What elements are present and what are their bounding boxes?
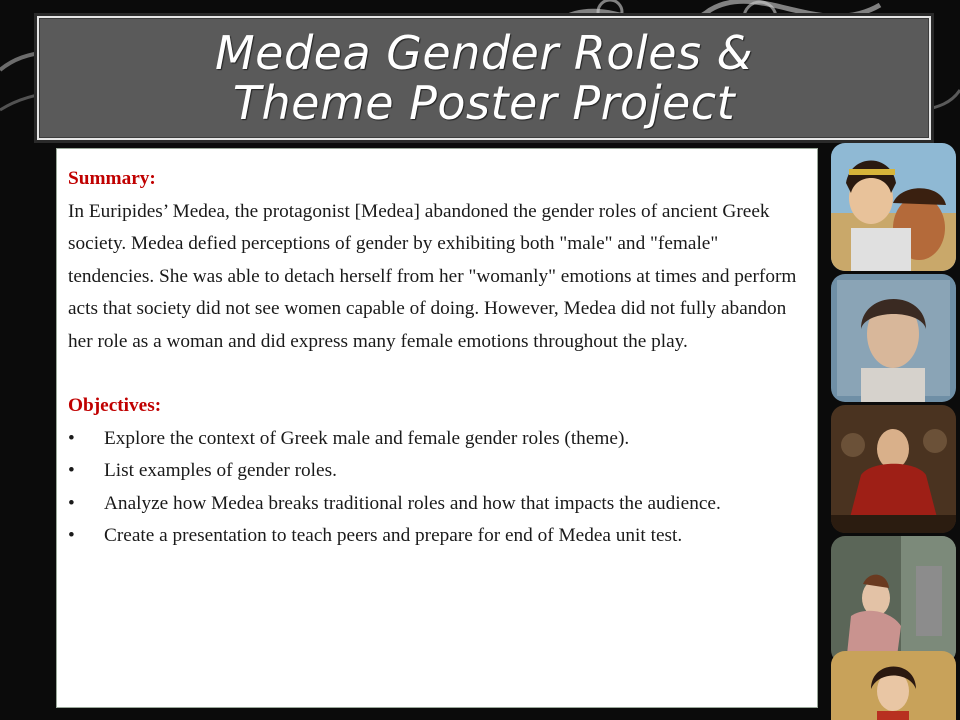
objective-item: • Create a presentation to teach peers and prepare for end of Medea unit test. (68, 520, 807, 553)
section-spacer (68, 358, 807, 390)
medea-jason-illustration (831, 143, 956, 271)
medea-waterhouse-painting (831, 536, 956, 664)
objective-item: • Explore the context of Greek male and female gender roles (theme). (68, 423, 807, 456)
summary-text: In Euripides’ Medea, the protagonist [Medea] abandoned the gender roles of ancient Greek society. Medea defied perceptions of gender by exhibiting both "male" and "female" tendencies. She was able to detach herself from her "womanly" emotions at times and perform acts that society did not see women capable of doing. However, Medea did not fully abandon her role as a woman and did express many female emotions throughout the play. (68, 200, 797, 352)
page-title-line-2: Theme Poster Project (232, 76, 736, 130)
image-strip (831, 143, 958, 720)
medea-sandys-painting (831, 651, 956, 720)
medea-portrait-painting (831, 274, 956, 402)
title-banner (37, 16, 931, 140)
objectives-heading: Objectives: (68, 395, 162, 416)
objectives-list (68, 423, 807, 553)
content-panel (56, 148, 818, 708)
medea-red-robe-painting (831, 405, 956, 533)
objective-item: • Analyze how Medea breaks traditional roles and how that impacts the audience. (68, 488, 807, 521)
page-title-line-1: Medea Gender Roles & (214, 26, 754, 80)
objective-item: • List examples of gender roles. (68, 455, 807, 488)
summary-heading: Summary: (68, 168, 156, 189)
